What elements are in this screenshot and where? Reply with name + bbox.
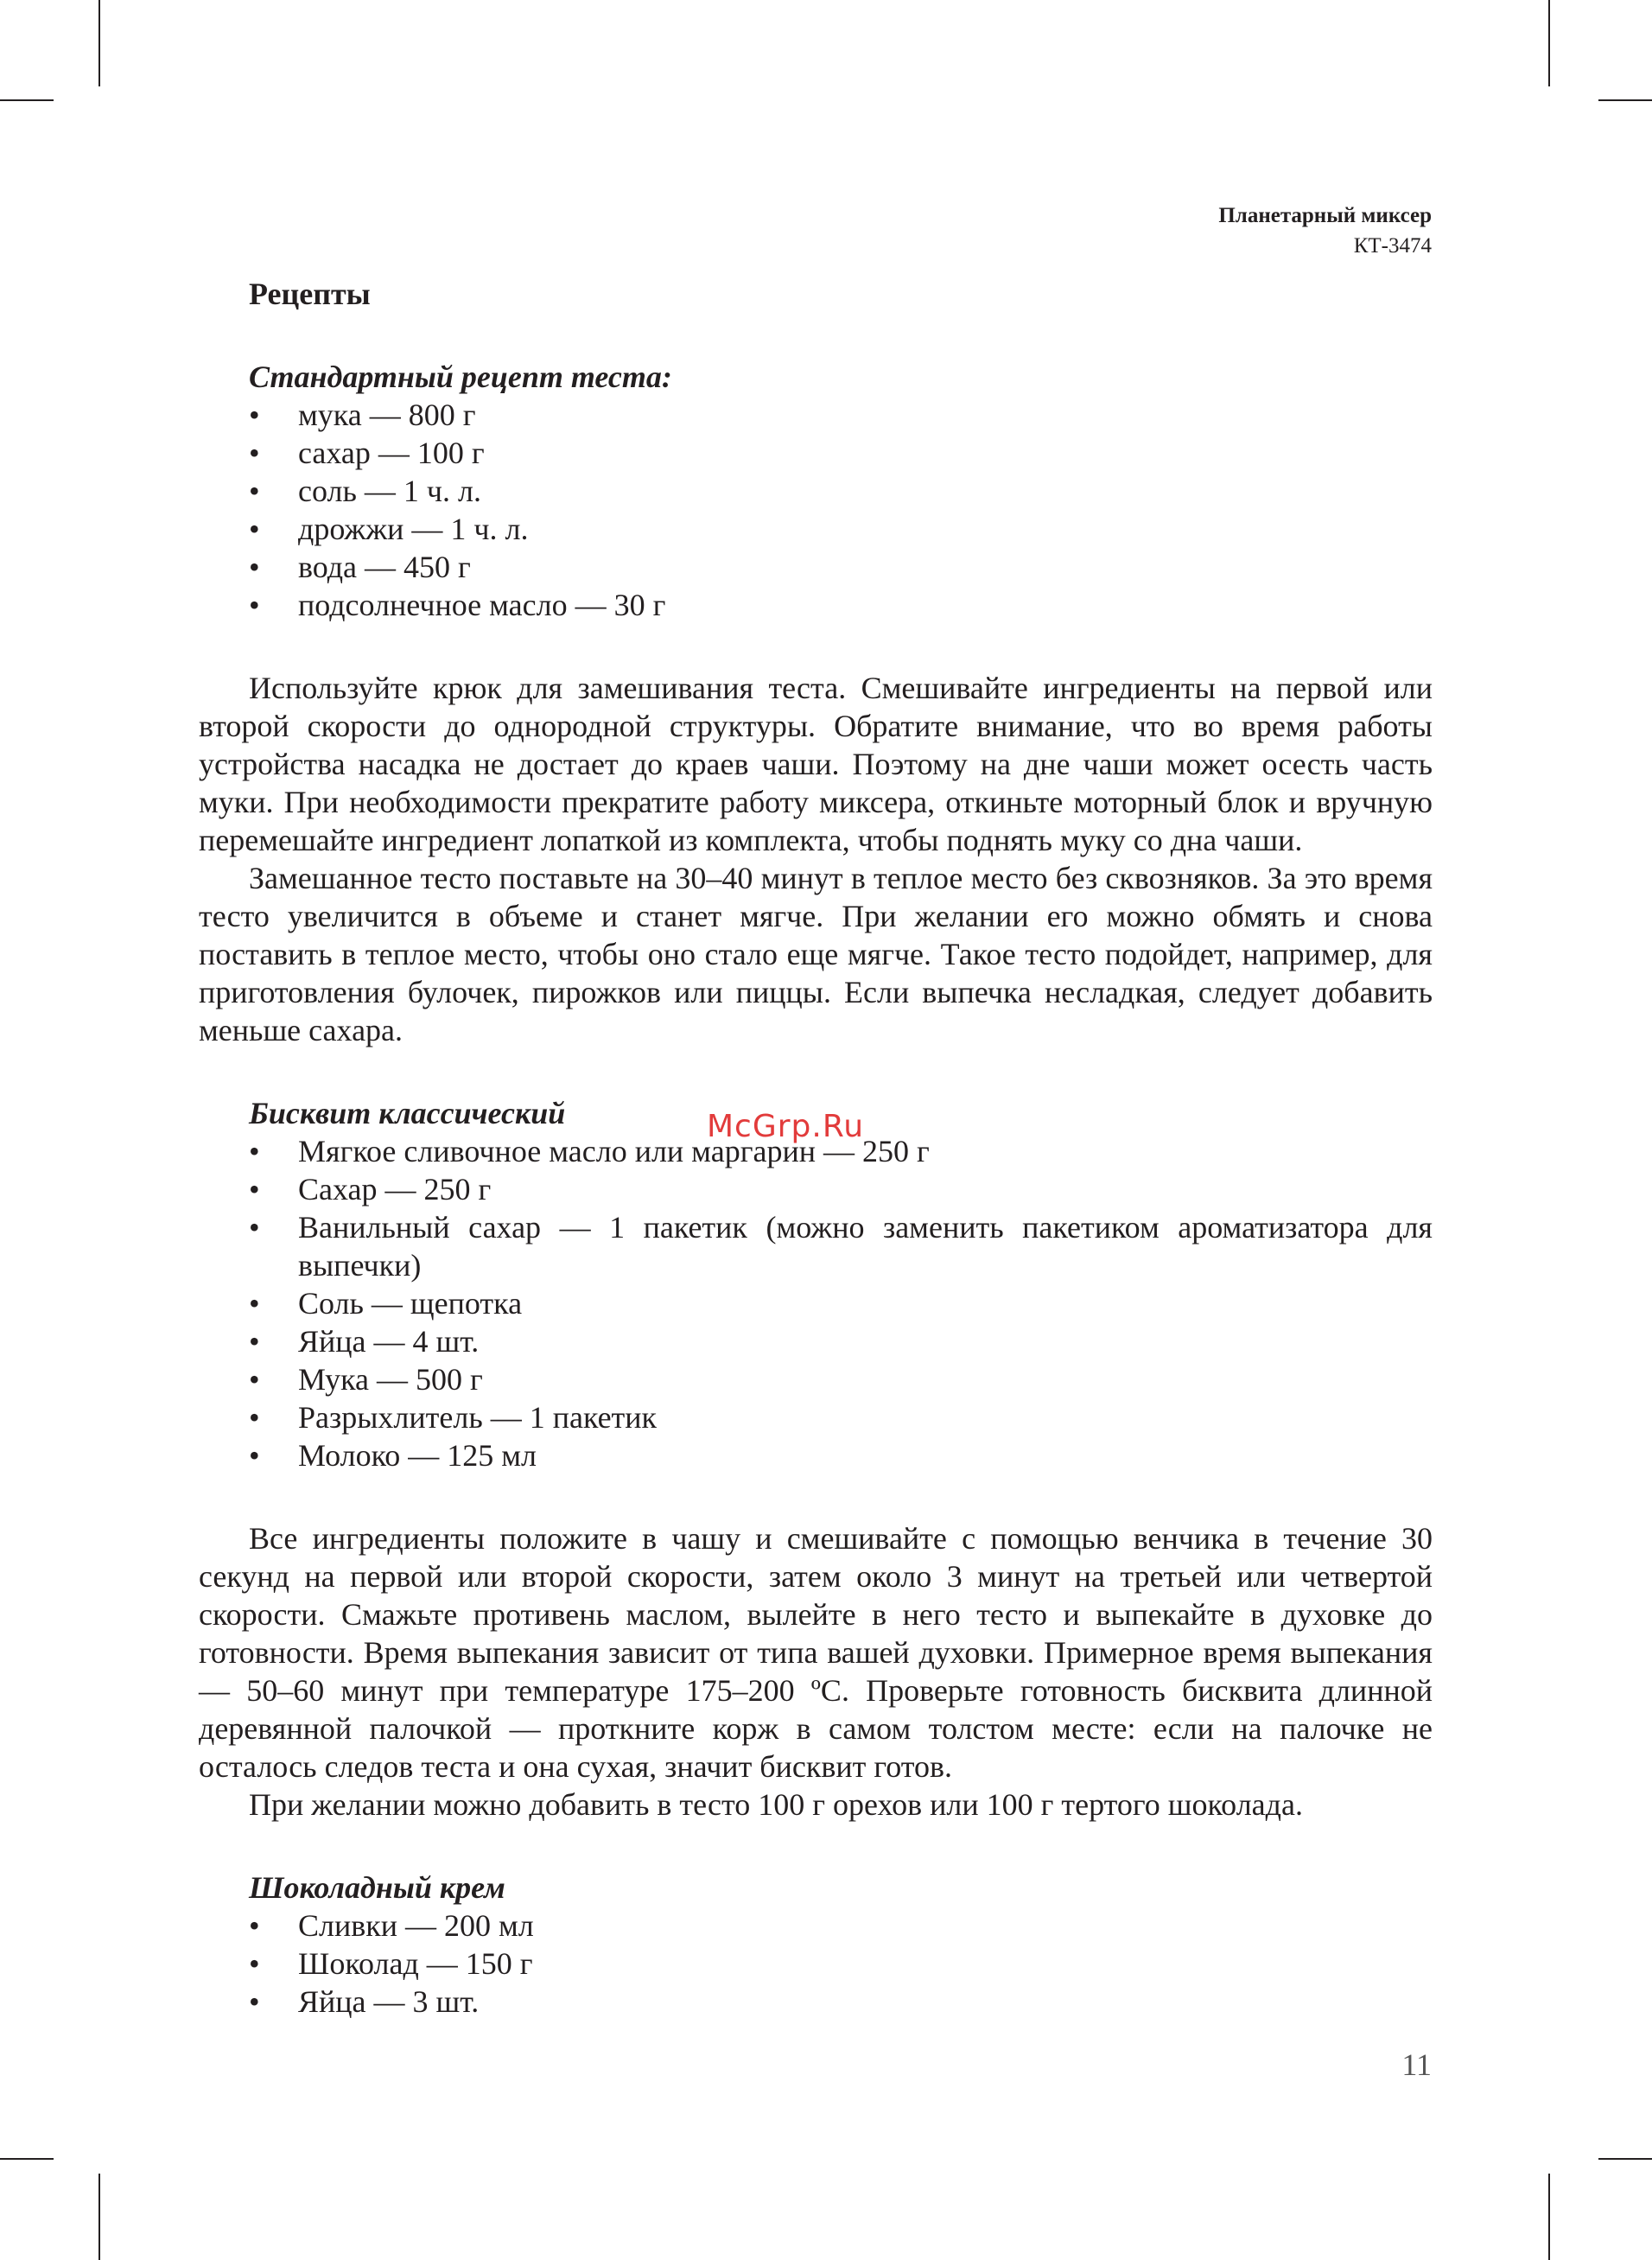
list-item: • мука — 800 г (199, 396, 1433, 434)
ingredient-list (199, 396, 1433, 624)
paragraph: Все ингредиенты положите в чашу и смешивайте с помощью венчика в течение 30 секунд на первой или второй скорости, затем около 3 минут на третьей или четвертой скорости. Смажьте противень маслом, вылейте в него тесто и выпекайте в духовке до готовности. Время выпекания зависит от типа вашей духовки. Примерное время выпекания — 50–60 минут при температуре 175–200 ºС. Проверьте готовность бисквита длинной деревянной палочкой — проткните корж в самом толстом месте: если на палочке не осталось следов теста и она сухая, значит бисквит готов. (199, 1521, 1433, 1784)
page-number: 11 (1401, 2047, 1432, 2082)
paragraph: Замешанное тесто поставьте на 30–40 минут в теплое место без сквозняков. За это время тесто увеличится в объеме и станет мягче. При желании его можно обмять и снова поставить в теплое место, чтобы оно стало еще мягче. Такое тесто подойдет, например, для приготовления булочек, пирожков или пиццы. Если выпечка несладкая, следует добавить меньше сахара. (199, 861, 1433, 1047)
page-content (199, 275, 1433, 2021)
crop-mark (1548, 0, 1550, 86)
list-item: • Разрыхлитель — 1 пакетик (199, 1398, 1433, 1436)
header-product: Планетарный миксер (1218, 204, 1432, 227)
list-item: • подсолнечное масло — 30 г (199, 586, 1433, 624)
list-item: • вода — 450 г (199, 548, 1433, 586)
list-item: • Молоко — 125 мл (199, 1436, 1433, 1474)
recipe-title: Бисквит классический (249, 1096, 566, 1130)
ingredient-list (199, 1907, 1433, 2021)
header-model: КТ-3474 (1353, 234, 1432, 258)
crop-mark (1598, 2158, 1652, 2160)
running-header (1218, 201, 1432, 261)
list-item: • Мягкое сливочное масло или маргарин — 250 г (199, 1132, 1433, 1170)
paragraph: Используйте крюк для замешивания теста. Смешивайте ингредиенты на первой или второй скорости до однородной структуры. Обратите внимание, что во время работы устройства насадка не достает до краев чаши. Поэтому на дне чаши может осесть часть муки. При необходимости прекратите работу миксера, откиньте моторный блок и вручную перемешайте ингредиент лопаткой из комплекта, чтобы поднять муку со дна чаши. (199, 671, 1433, 857)
paragraph: При желании можно добавить в тесто 100 г орехов или 100 г тертого шоколада. (249, 1787, 1303, 1822)
crop-mark (1548, 2174, 1550, 2260)
section-title: Рецепты (249, 277, 371, 311)
instructions (199, 669, 1433, 1049)
crop-mark (0, 99, 54, 101)
list-item: • Яйца — 4 шт. (199, 1322, 1433, 1360)
list-item: • Сахар — 250 г (199, 1170, 1433, 1208)
recipe-title: Шоколадный крем (249, 1870, 505, 1905)
list-item: • Соль — щепотка (199, 1284, 1433, 1322)
list-item: • Мука — 500 г (199, 1360, 1433, 1398)
list-item: • соль — 1 ч. л. (199, 472, 1433, 510)
list-item: • Сливки — 200 мл (199, 1907, 1433, 1945)
ingredient-list (199, 1132, 1433, 1474)
list-item: • сахар — 100 г (199, 434, 1433, 472)
crop-mark (98, 2174, 100, 2260)
list-item: • дрожжи — 1 ч. л. (199, 510, 1433, 548)
watermark: McGrp.Ru (707, 1109, 865, 1144)
crop-mark (98, 0, 100, 86)
crop-mark (1598, 99, 1652, 101)
instructions (199, 1519, 1433, 1824)
list-item: • Шоколад — 150 г (199, 1945, 1433, 1983)
recipe-title: Стандартный рецепт теста: (249, 360, 672, 394)
crop-mark (0, 2158, 54, 2160)
list-item: • Ванильный сахар — 1 пакетик (можно заменить пакетиком ароматизатора для выпечки) (199, 1208, 1433, 1284)
list-item: • Яйца — 3 шт. (199, 1983, 1433, 2021)
